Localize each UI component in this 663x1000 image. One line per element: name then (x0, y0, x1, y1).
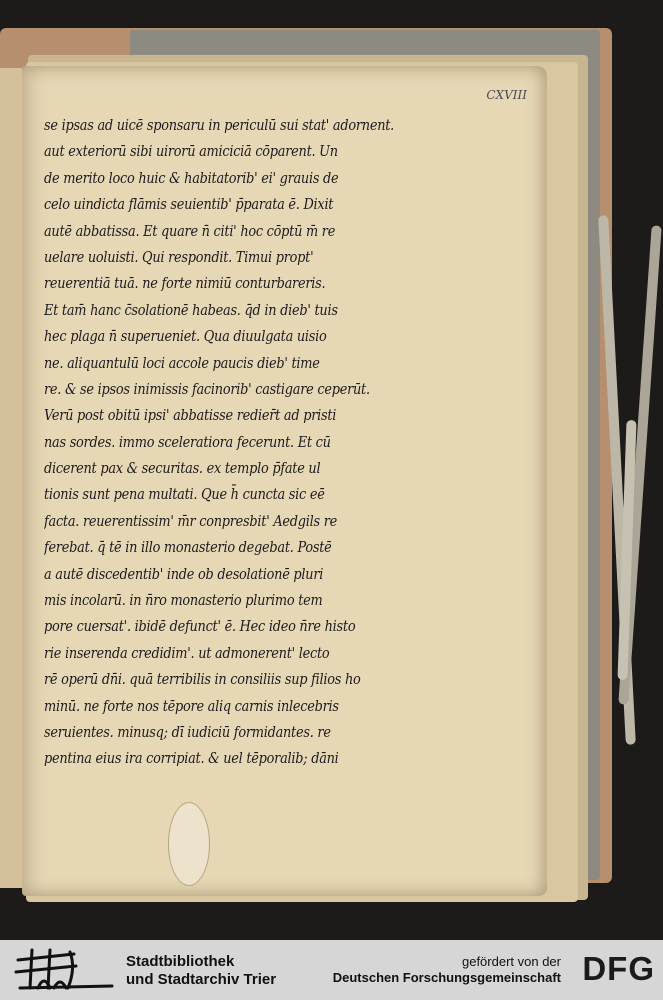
text-line: pore cuersat'. ibidē defunct' ē. Hec ideo n̄re histo (44, 617, 356, 636)
text-line: celo uindicta flāmis seuientib' p̄parata ē. Dixit (44, 195, 334, 214)
text-line: rē operū dn̄i. quā terribilis in consiliis sup filios ho (44, 670, 361, 689)
institution-line-2: und Stadtarchiv Trier (126, 971, 277, 988)
text-line: reuerentiā tuā. ne forte nimiū conturbareris. (44, 274, 326, 293)
text-line: pentina eius ira corripiat. & uel tēporalib; dāni (44, 749, 339, 768)
footer-bar (0, 940, 663, 1000)
folio-number: CXVIII (486, 88, 527, 102)
text-line: autē abbatissa. Et quare n̄ citi' hoc cōptū m̄ re (44, 221, 336, 240)
text-line: tionis sunt pena multati. Que h̄ cuncta sic eē (44, 485, 325, 504)
text-line: nas sordes. immo sceleratiora fecerunt. Et cū (44, 432, 331, 451)
text-line: aut exteriorū sibi uirorū amiciciā cōparent. Un (44, 142, 338, 161)
text-line: minū. ne forte nos tēpore aliq carnis inlecebris (44, 696, 339, 715)
funder-note (333, 954, 561, 986)
institution-line-1: Stadtbibliothek (126, 953, 235, 970)
text-line: ne. aliquantulū loci accole paucis dieb' time (44, 353, 320, 372)
parchment-hole (168, 802, 210, 886)
text-line: dicerent pax & securitas. ex templo p̄fate ul (44, 459, 321, 478)
text-line: re. & se ipsos inimissis facinorib' castigare ceperūt. (44, 379, 370, 398)
text-line: rie inserenda credidim'. ut admonerent' lecto (44, 643, 330, 662)
facing-page-edge (0, 68, 24, 888)
library-logo-icon (14, 948, 118, 992)
text-line: facta. reuerentissim' m̄r conpresbit' Aedgils re (44, 511, 337, 530)
text-line: uelare uoluisti. Qui respondit. Timui propt' (44, 247, 314, 266)
manuscript-page (22, 66, 547, 896)
text-line: ferebat. q̄ tē in illo monasterio degebat. Postē (44, 538, 332, 557)
dfg-logo: DFG (582, 950, 655, 987)
text-line: Et tam̄ hanc c̄solationē habeas. q̄d in dieb' tuis (44, 300, 338, 319)
text-line: se ipsas ad uicē sponsaru in periculū sui stat' adornent. (44, 116, 395, 134)
funder-line-2: Deutschen Forschungsgemeinschaft (332, 970, 561, 985)
text-line: Verū post obitū ipsi' abbatisse redier̄t ad pristi (44, 406, 337, 425)
text-line: a autē discedentib' inde ob desolationē pluri (44, 564, 324, 583)
text-line: mis incolarū. in n̄ro monasterio plurimo tem (44, 591, 323, 610)
institution-name (126, 953, 276, 989)
text-line: de merito loco huic & habitatorib' ei' grauis de (44, 168, 339, 187)
manuscript-text (44, 112, 499, 772)
text-line: hec plaga n̄ superueniet. Qua diuulgata uisio (44, 327, 327, 346)
text-line: seruientes. minusq; dī iudiciū formidantes. re (44, 722, 331, 741)
funder-line-1: gefördert von der (461, 954, 561, 969)
